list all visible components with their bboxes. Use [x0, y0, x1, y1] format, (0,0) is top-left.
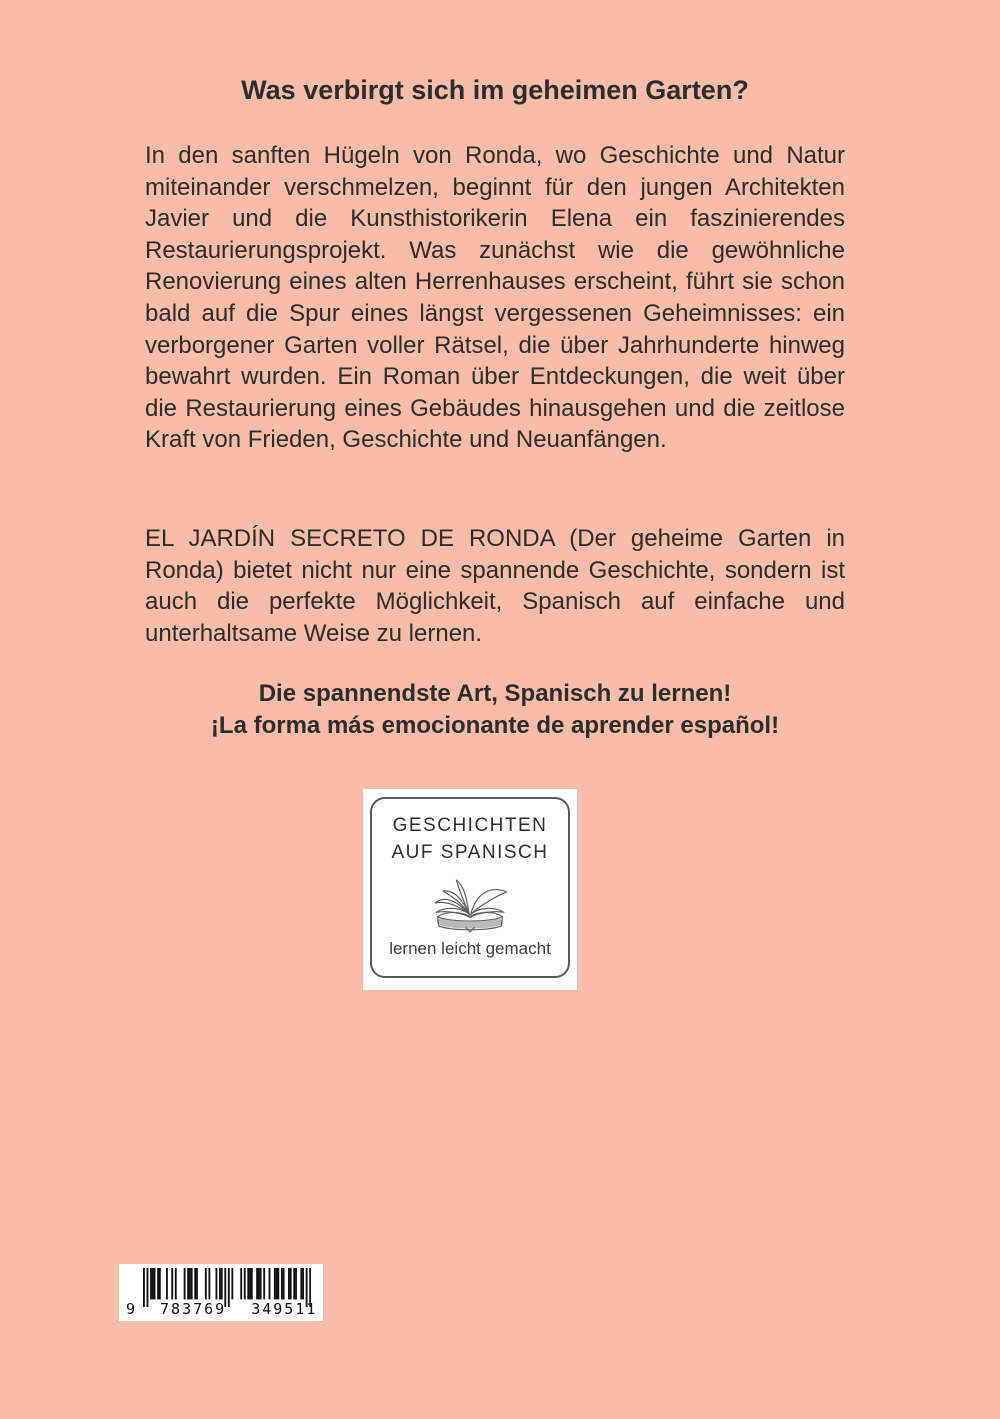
barcode-digits: [119, 1300, 323, 1318]
logo-title-line1: GESCHICHTEN: [392, 815, 548, 836]
logo-title-line2: AUF SPANISCH: [391, 842, 549, 863]
synopsis-paragraph: In den sanften Hügeln von Ronda, wo Geschichte und Natur miteinander verschmelzen, beginnt für den jungen Architekten Javier und die Kunsthistorikerin Elena ein faszinierendes Restaurierungsprojekt. Was zunächst wie die gewöhnliche Renovierung eines alten Herrenhauses erscheint, führt sie schon bald auf die Spur eines längst vergessenen Geheimnisses: ein verborgener Garten voller Rätsel, die über Jahrhunderte hinweg bewahrt wurden. Ein Roman über Entdeckungen, die weit über die Restaurierung eines Gebäudes hinausgehen und die zeitlose Kraft von Frieden, Geschichte und Neuanfängen.: [145, 142, 845, 454]
barcode-digit-group: 349511: [251, 1300, 318, 1318]
learning-note-paragraph: EL JARDÍN SECRETO DE RONDA (Der geheime Garten in Ronda) bietet nicht nur eine spannende Geschichte, sondern ist auch die perfekte Möglichkeit, Spanisch auf einfache und unterhaltsame Weise zu lernen.: [145, 525, 845, 647]
publisher-logo: [363, 789, 577, 990]
publisher-logo-frame: [370, 797, 570, 978]
isbn-barcode: [119, 1264, 323, 1321]
barcode-digit-group: 9: [126, 1300, 136, 1318]
tagline-spanish: ¡La forma más emocionante de aprender español!: [210, 712, 780, 739]
logo-subtitle: lernen leicht gemacht: [389, 939, 551, 958]
open-book-icon: [410, 869, 530, 937]
barcode-digit-group: 783769: [160, 1300, 227, 1318]
tagline-german: Die spannendste Art, Spanisch zu lernen!: [258, 680, 732, 707]
headline: Was verbirgt sich im geheimen Garten?: [241, 75, 749, 105]
taglines: [125, 678, 865, 742]
